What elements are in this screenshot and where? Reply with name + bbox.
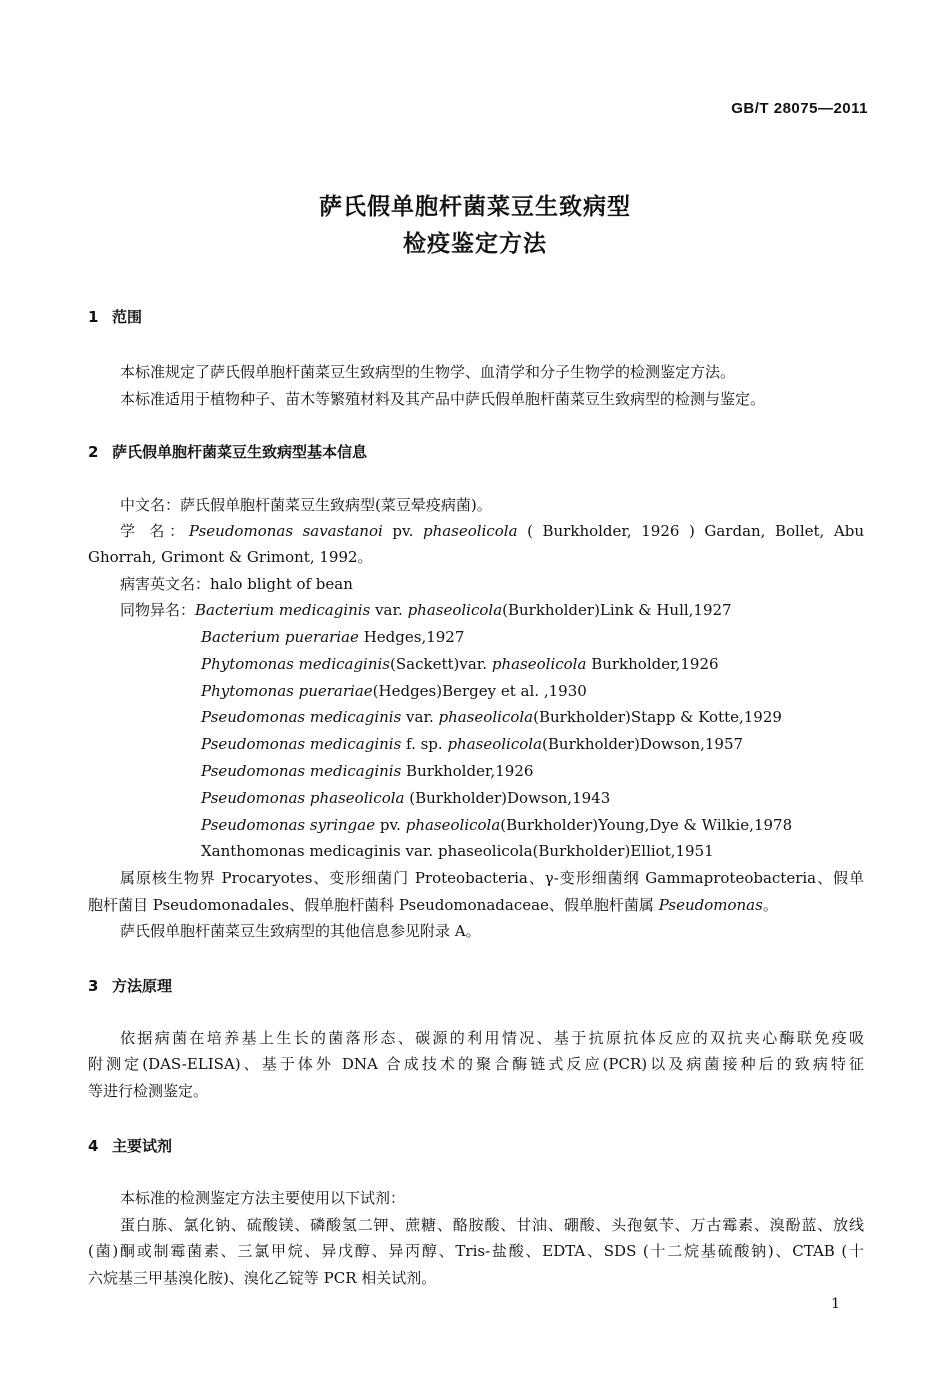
- authority: Burkholder,1926: [401, 762, 534, 780]
- section-title: 主要试剂: [112, 1137, 173, 1155]
- section-number: 3: [88, 977, 99, 995]
- authority: (Hedges)Bergey et al. ,1930: [372, 682, 587, 700]
- synonym-line: [201, 788, 610, 808]
- authority: (Burkholder)Stapp & Kotte,1929: [533, 708, 782, 726]
- rank: pv.: [382, 522, 423, 540]
- other-info-line: 萨氏假单胞杆菌菜豆生致病型的其他信息参见附录 A。: [120, 922, 481, 940]
- paragraph-line: 依据病菌在培养基上生长的菌落形态、碳源的利用情况、基于抗原抗体反应的双抗夹心酶联免疫吸: [120, 1029, 864, 1047]
- scientific-name-line: [120, 521, 864, 541]
- paragraph: 本标准规定了萨氏假单胞杆菌菜豆生致病型的生物学、血清学和分子生物学的检测鉴定方法。: [120, 363, 736, 381]
- section-2-heading: [88, 441, 367, 462]
- rank: var.: [370, 601, 408, 619]
- label: 同物异名：: [120, 601, 196, 619]
- section-title: 范围: [112, 308, 143, 326]
- authority: ( Burkholder, 1926 ) Gardan, Bollet, Abu: [517, 522, 864, 540]
- section-number: 4: [88, 1137, 99, 1155]
- paragraph-line: 蛋白胨、氯化钠、硫酸镁、磷酸氢二钾、蔗糖、酪胺酸、甘油、硼酸、头孢氨苄、万古霉素、溴酚蓝、放线: [120, 1216, 864, 1234]
- epithet: phaseolicola: [447, 735, 543, 753]
- rank: f. sp.: [401, 735, 448, 753]
- paragraph-line: 等进行检测鉴定。: [88, 1082, 209, 1100]
- section-1-heading: [88, 306, 142, 327]
- paragraph-line: 六烷基三甲基溴化胺)、溴化乙锭等 PCR 相关试剂。: [88, 1269, 437, 1287]
- synonym-line: [201, 761, 533, 781]
- genus-species: Pseudomonas medicaginis: [201, 708, 402, 726]
- authority: Hedges,1927: [358, 628, 465, 646]
- synonym-line: [201, 681, 587, 701]
- rank: var.: [401, 708, 439, 726]
- genus-species: Phytomonas puerariae: [201, 682, 373, 700]
- paragraph: 本标准适用于植物种子、苗木等繁殖材料及其产品中萨氏假单胞杆菌菜豆生致病型的检测与鉴定。: [120, 390, 766, 408]
- document-title-line-1: 萨氏假单胞杆菌菜豆生致病型: [319, 194, 631, 220]
- authority: (Burkholder)Link & Hull,1927: [502, 601, 732, 619]
- paragraph-line: (菌)酮或制霉菌素、三氯甲烷、异戊醇、异丙醇、Tris-盐酸、EDTA、SDS (十二烷基硫酸钠)、CTAB (十: [88, 1242, 864, 1260]
- genus-species: Pseudomonas syringae: [201, 816, 376, 834]
- rank: (Sackett)var.: [390, 655, 492, 673]
- taxonomy-line: 属原核生物界 Procaryotes、变形细菌门 Proteobacteria、γ-变形细菌纲 Gammaproteobacteria、假单: [120, 869, 864, 887]
- genus-species: Bacterium puerariae: [201, 628, 359, 646]
- synonym-line: [201, 707, 782, 727]
- section-number: 2: [88, 443, 99, 461]
- standard-code: GB/T 28075—2011: [731, 100, 868, 117]
- genus-species: Pseudomonas phaseolicola: [201, 789, 405, 807]
- authority: (Burkholder)Dowson,1957: [542, 735, 744, 753]
- genus-species: Pseudomonas savastanoi: [188, 522, 383, 540]
- authority: Burkholder,1926: [586, 655, 719, 673]
- page-number: 1: [831, 1296, 840, 1312]
- rank: pv.: [375, 816, 406, 834]
- punctuation: 。: [762, 896, 778, 914]
- genus-species: Pseudomonas medicaginis: [201, 762, 402, 780]
- synonym-line: [120, 600, 732, 620]
- genus-species: Bacterium medicaginis: [195, 601, 371, 619]
- paragraph-line: 本标准的检测鉴定方法主要使用以下试剂：: [120, 1189, 406, 1207]
- pathovar: phaseolicola: [422, 522, 518, 540]
- epithet: phaseolicola: [491, 655, 587, 673]
- epithet: phaseolicola: [438, 708, 534, 726]
- section-title: 萨氏假单胞杆菌菜豆生致病型基本信息: [112, 443, 368, 461]
- genus-species: Pseudomonas medicaginis: [201, 735, 402, 753]
- epithet: phaseolicola: [405, 816, 501, 834]
- synonym-line: [201, 654, 719, 674]
- taxonomy-text: 胞杆菌目 Pseudomonadales、假单胞杆菌科 Pseudomonadaceae、假单胞杆菌属: [88, 896, 659, 914]
- section-title: 方法原理: [112, 977, 173, 995]
- taxonomy-line-cont: [88, 895, 778, 915]
- section-3-heading: [88, 975, 172, 996]
- genus-species: Phytomonas medicaginis: [201, 655, 391, 673]
- section-4-heading: [88, 1135, 172, 1156]
- section-number: 1: [88, 308, 99, 326]
- scientific-name-line-cont: Ghorrah, Grimont & Grimont, 1992。: [88, 548, 373, 566]
- synonym-line: [201, 627, 464, 647]
- synonym-line: [201, 815, 792, 835]
- synonym-line: [201, 734, 743, 754]
- epithet: phaseolicola: [407, 601, 503, 619]
- document-title-line-2: 检疫鉴定方法: [403, 231, 547, 257]
- english-name-line: 病害英文名：halo blight of bean: [120, 575, 353, 593]
- label: 学 名：: [120, 522, 189, 540]
- authority: (Burkholder)Dowson,1943: [404, 789, 611, 807]
- paragraph-line: 附测定(DAS-ELISA)、基于体外 DNA 合成技术的聚合酶链式反应(PCR)以及病菌接种后的致病特征: [88, 1055, 864, 1073]
- authority: (Burkholder)Young,Dye & Wilkie,1978: [500, 816, 793, 834]
- synonym-line: Xanthomonas medicaginis var. phaseolicola(Burkholder)Elliot,1951: [201, 842, 714, 860]
- chinese-name-line: 中文名：萨氏假单胞杆菌菜豆生致病型(菜豆晕疫病菌)。: [120, 496, 492, 514]
- genus: Pseudomonas: [658, 896, 763, 914]
